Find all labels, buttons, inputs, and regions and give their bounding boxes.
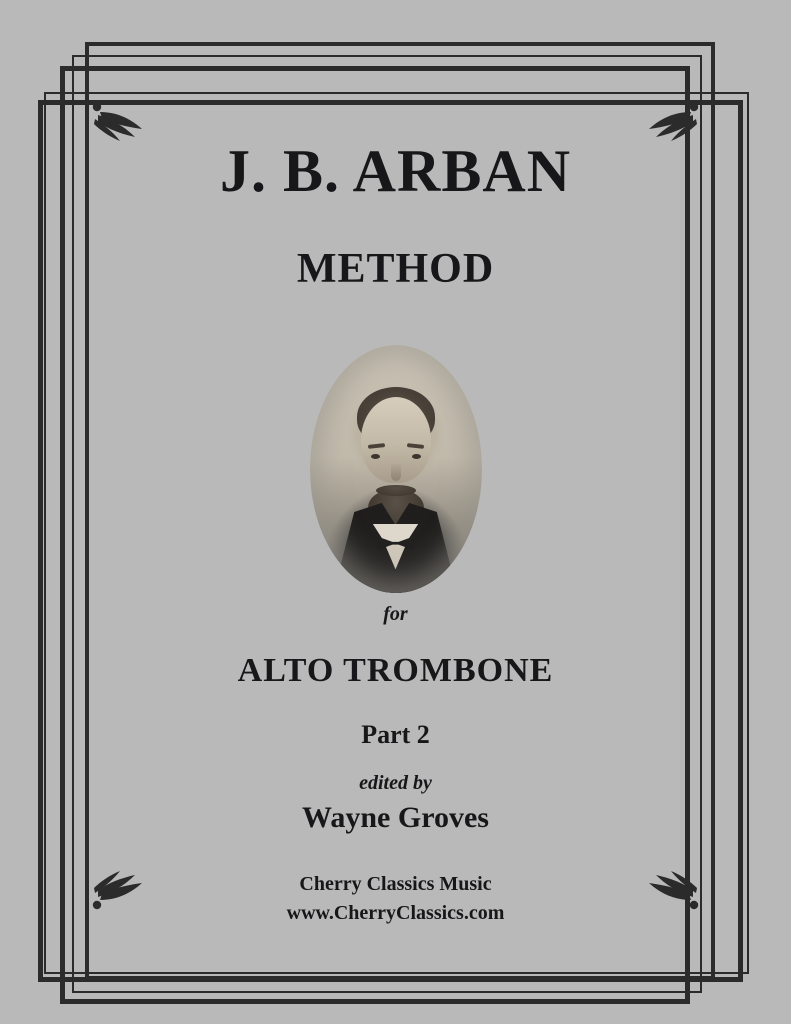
portrait-vignette (310, 345, 482, 593)
portrait-container (100, 345, 691, 593)
editor-name: Wayne Groves (302, 801, 489, 834)
composer-portrait-image (310, 345, 482, 593)
instrument-name: ALTO TROMBONE (237, 652, 554, 689)
publisher-name: Cherry Classics Music (299, 873, 492, 895)
edited-by-label: edited by (359, 772, 432, 794)
work-title: METHOD (296, 246, 495, 292)
part-number: Part 2 (361, 720, 430, 749)
composer-name: J. B. ARBAN (219, 138, 572, 204)
preposition-for: for (383, 603, 408, 625)
cover-content (100, 120, 691, 925)
publisher-website[interactable]: www.CherryClassics.com (286, 902, 505, 924)
